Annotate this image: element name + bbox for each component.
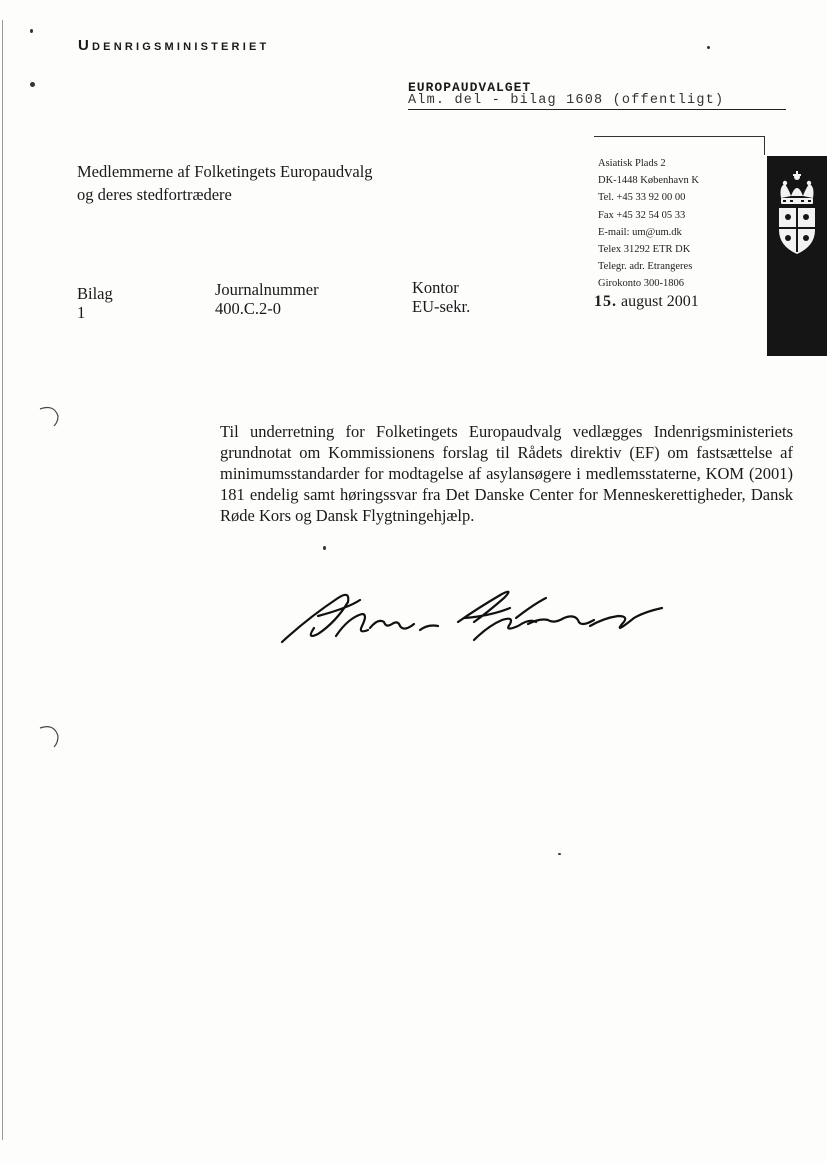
journal-label: Journalnummer [215, 280, 319, 299]
committee-stamp-title: EUROPAUDVALGET [408, 80, 532, 95]
scan-speck [707, 46, 710, 49]
recipient-line: og deres stedfortrædere [77, 185, 232, 204]
recipient-block [77, 160, 373, 206]
kontor-value: EU-sekr. [412, 297, 471, 316]
journal-value: 400.C.2-0 [215, 299, 281, 318]
punch-hole-arc [36, 720, 66, 754]
bilag-value: 1 [77, 303, 86, 322]
kontor-label: Kontor [412, 278, 459, 297]
royal-coat-of-arms-icon [767, 168, 827, 258]
scan-speck [30, 82, 35, 87]
letter-date [594, 293, 699, 311]
date-month-year: august 2001 [621, 293, 699, 310]
address-line: Girokonto 300-1806 [598, 278, 685, 290]
address-rule [594, 136, 765, 155]
scan-speck [30, 29, 33, 33]
address-line: E-mail: um@um.dk [598, 226, 682, 238]
address-line: Tel. +45 33 92 00 00 [598, 192, 686, 204]
bilag-label: Bilag [77, 284, 113, 303]
body-paragraph: Til underretning for Folketingets Europaudvalg vedlægges Indenrigsministeriets grundnotat om Kommissionens forslag til Rådets direktiv (EF) om fastsættelse af minimumsstandarder for modtagelse af asylansøgere i medlemsstaterne, KOM (2001) 181 endelig samt høringssvar fra Det Danske Center for Menneskerettigheder, Dansk Røde Kors og Dansk Flygtningehjælp. [220, 422, 793, 525]
crest-bar [767, 156, 827, 356]
scan-edge-line [2, 20, 3, 1140]
scan-speck [558, 853, 561, 855]
handwritten-signature-icon [278, 578, 668, 658]
recipient-line: Medlemmerne af Folketingets Europaudvalg [77, 162, 373, 181]
punch-hole-arc [36, 402, 66, 432]
date-day: 15. [594, 293, 617, 310]
address-line: Telex 31292 ETR DK [598, 244, 691, 256]
address-line: Fax +45 32 54 05 33 [598, 209, 686, 221]
address-line: Asiatisk Plads 2 [598, 158, 666, 169]
scan-speck [323, 546, 326, 550]
ministry-name: Udenrigsministeriet [78, 37, 270, 54]
address-line: Telegr. adr. Etrangeres [598, 261, 693, 273]
committee-stamp-reference: Alm. del - bilag 1608 (offentligt) [408, 93, 786, 110]
sender-address [598, 155, 699, 293]
address-line: DK-1448 København K [598, 175, 699, 187]
